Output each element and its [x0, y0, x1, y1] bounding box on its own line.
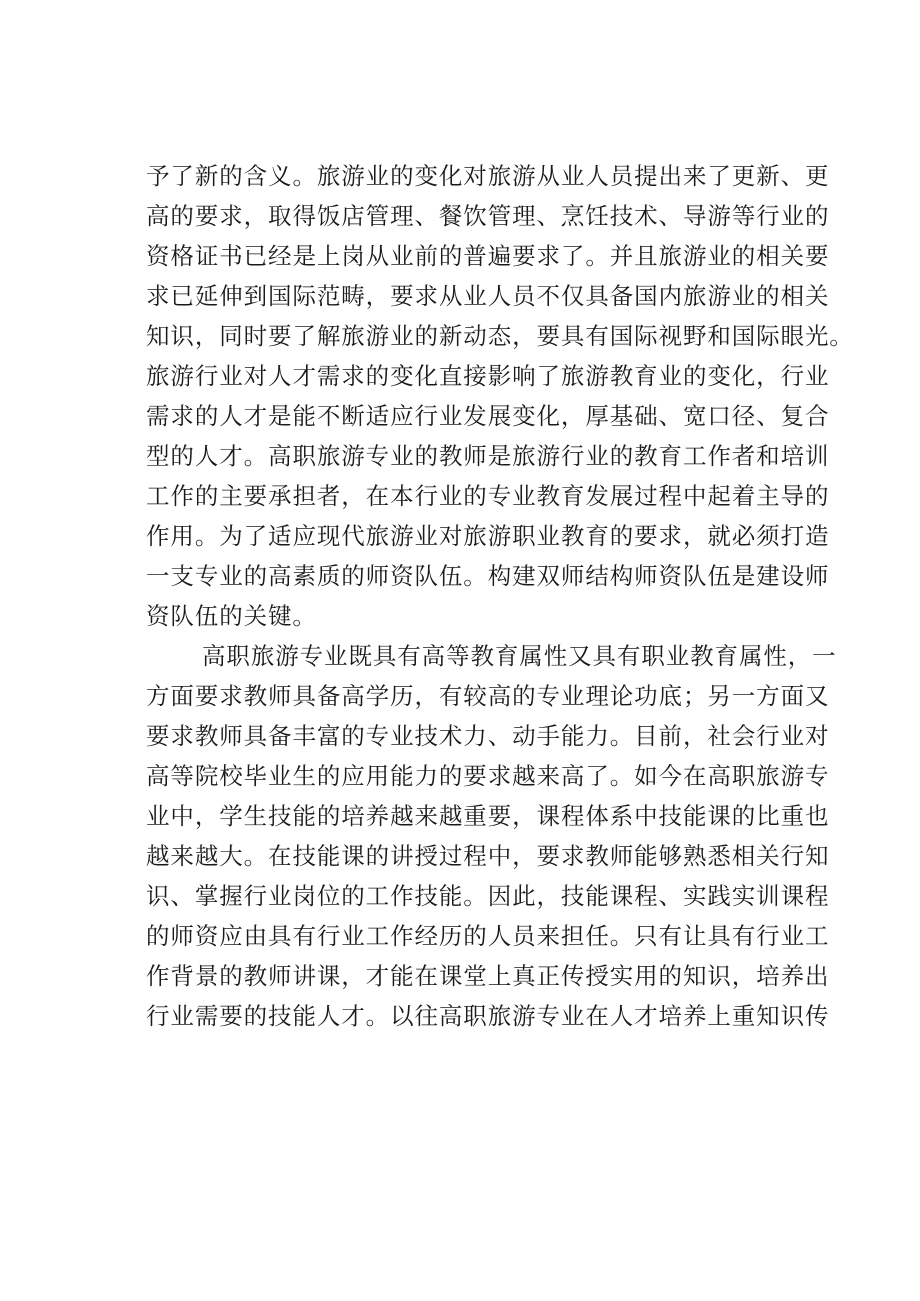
text-line: 需 求 的 人 才 是 能 不 断 适 应 行 业 发 展 变 化 ， 厚 基 础 、 宽 口 径 、 复 合: [146, 402, 830, 430]
text-line: 资 格 证 书 已 经 是 上 岗 从 业 前 的 普 遍 要 求 了 。 并 且 旅 游 业 的 相 关 要: [146, 242, 830, 270]
text-line: 型 的 人 才 。 高 职 旅 游 专 业 的 教 师 是 旅 游 行 业 的 教 育 工 作 者 和 培 训: [146, 442, 830, 470]
text-line: 越 来 越 大 。 在 技 能 课 的 讲 授 过 程 中 ， 要 求 教 师 能 够 熟 悉 相 关 行 知: [146, 842, 830, 870]
text-line: 业 中 ， 学 生 技 能 的 培 养 越 来 越 重 要 ， 课 程 体 系 中 技 能 课 的 比 重 也: [146, 802, 830, 830]
text-line: 一 支 专 业 的 高 素 质 的 师 资 队 伍 。 构 建 双 师 结 构 师 资 队 伍 是 建 设 师: [146, 562, 830, 590]
paragraph-1: [146, 156, 854, 636]
text-line: 高 职 旅 游 专 业 既 具 有 高 等 教 育 属 性 又 具 有 职 业 教 育 属 性 ， 一: [202, 642, 837, 670]
text-line: 资队伍的关键。: [146, 602, 317, 630]
text-line: 工 作 的 主 要 承 担 者 ， 在 本 行 业 的 专 业 教 育 发 展 过 程 中 起 着 主 导 的: [146, 482, 830, 510]
text-line: 知 识 ， 同 时 要 了 解 旅 游 业 的 新 动 态 ， 要 具 有 国 际 视 野 和 国 际 眼 光 。: [146, 322, 854, 350]
body-text: [146, 156, 854, 1036]
text-line: 方 面 要 求 教 师 具 备 高 学 历 ， 有 较 高 的 专 业 理 论 功 底 ； 另 一 方 面 又: [146, 682, 830, 710]
text-line: 旅 游 行 业 对 人 才 需 求 的 变 化 直 接 影 响 了 旅 游 教 育 业 的 变 化 ， 行 业: [146, 362, 830, 390]
text-line: 高 等 院 校 毕 业 生 的 应 用 能 力 的 要 求 越 来 高 了 。 如 今 在 高 职 旅 游 专: [146, 762, 830, 790]
text-line: 作 用 。 为 了 适 应 现 代 旅 游 业 对 旅 游 职 业 教 育 的 要 求 ， 就 必 须 打 造: [146, 522, 830, 550]
paragraph-2: [146, 636, 837, 1036]
text-line: 识 、 掌 握 行 业 岗 位 的 工 作 技 能 。 因 此 ， 技 能 课 程 、 实 践 实 训 课 程: [146, 882, 830, 910]
text-line: 予 了 新 的 含 义 。 旅 游 业 的 变 化 对 旅 游 从 业 人 员 提 出 来 了 更 新 、 更: [146, 162, 830, 190]
text-line: 作 背 景 的 教 师 讲 课 ， 才 能 在 课 堂 上 真 正 传 授 实 用 的 知 识 ， 培 养 出: [146, 962, 830, 990]
text-line: 的 师 资 应 由 具 有 行 业 工 作 经 历 的 人 员 来 担 任 。 只 有 让 具 有 行 业 工: [146, 922, 830, 950]
text-line: 高 的 要 求 ， 取 得 饭 店 管 理 、 餐 饮 管 理 、 烹 饪 技 术 、 导 游 等 行 业 的: [146, 202, 830, 230]
text-line: 求 已 延 伸 到 国 际 范 畴 ， 要 求 从 业 人 员 不 仅 具 备 国 内 旅 游 业 的 相 关: [146, 282, 830, 310]
text-line: 行 业 需 要 的 技 能 人 才 。 以 往 高 职 旅 游 专 业 在 人 才 培 养 上 重 知 识 传: [146, 1002, 830, 1030]
text-line: 要 求 教 师 具 备 丰 富 的 专 业 技 术 力 、 动 手 能 力 。 目 前 ， 社 会 行 业 对: [146, 722, 830, 750]
